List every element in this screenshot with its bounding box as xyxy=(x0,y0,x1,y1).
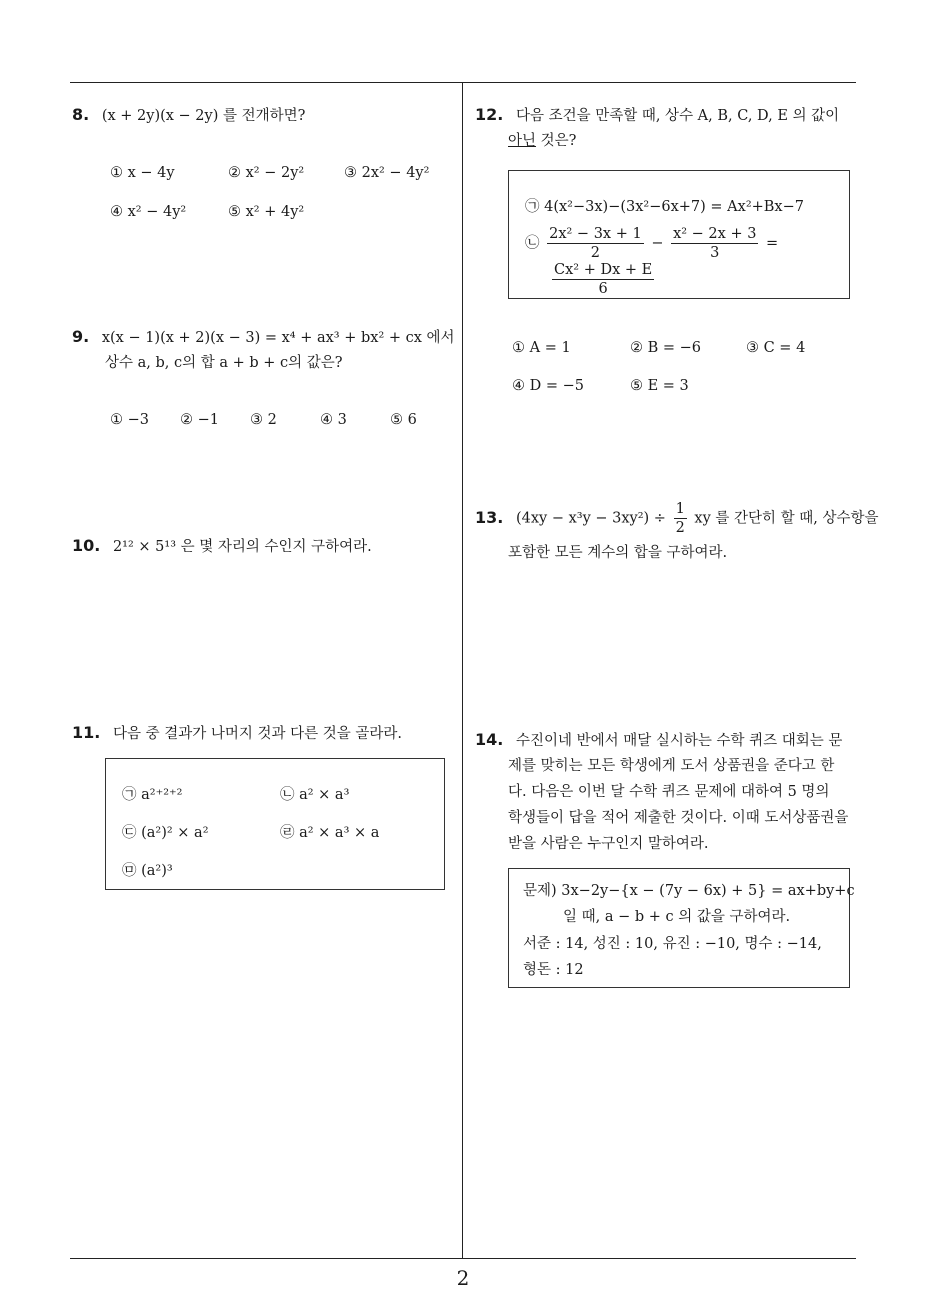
question-14 xyxy=(475,727,842,754)
minus-sign: − xyxy=(651,235,664,252)
choice-5[interactable]: ⑤ x² + 4y² xyxy=(228,204,305,220)
column-divider xyxy=(462,82,463,1258)
question-14-line-5 xyxy=(508,831,709,857)
top-rule xyxy=(70,82,856,83)
fraction-1-denominator: 2 xyxy=(590,245,601,261)
question-stem-line-2: 것은? xyxy=(536,133,577,149)
item-e: ㉤ (a²)³ xyxy=(122,863,173,879)
choice-1[interactable]: ① x − 4y xyxy=(110,165,175,181)
question-12-condition-box xyxy=(508,170,850,299)
fraction-denominator: 2 xyxy=(675,520,685,536)
question-14-line-2 xyxy=(508,753,834,779)
question-stem-line-1: 다음 조건을 만족할 때, 상수 A, B, C, D, E 의 값이 xyxy=(515,108,840,124)
condition-2 xyxy=(525,225,778,262)
question-11-box xyxy=(105,758,445,890)
question-number: 10. xyxy=(72,536,101,555)
item-c: ㉢ (a²)² × a² xyxy=(122,825,209,841)
question-14-line-3 xyxy=(508,779,829,805)
fraction-2-denominator: 3 xyxy=(710,245,720,261)
fraction-2 xyxy=(671,225,758,262)
question-number: 14. xyxy=(475,730,504,749)
fraction-3-numerator: Cx² + Dx + E xyxy=(554,262,653,278)
choice-4[interactable]: ④ D = −5 xyxy=(512,378,584,394)
choice-3[interactable]: ③ 2x² − 4y² xyxy=(344,165,430,181)
item-d: ㉣ a² × a³ × a xyxy=(280,825,380,841)
choice-1[interactable]: ① −3 xyxy=(110,412,149,428)
condition-2-label: ㉡ xyxy=(525,235,540,252)
question-number: 8. xyxy=(72,105,90,124)
choice-2[interactable]: ② B = −6 xyxy=(630,340,702,356)
question-stem-line-2: 상수 a, b, c의 합 a + b + c의 값은? xyxy=(105,355,343,371)
question-stem-line-1: 수진이네 반에서 매달 실시하는 수학 퀴즈 대회는 문 xyxy=(515,733,843,749)
question-number: 12. xyxy=(475,105,504,124)
choice-4[interactable]: ④ x² − 4y² xyxy=(110,204,187,220)
item-b: ㉡ a² × a³ xyxy=(280,787,350,803)
question-number: 13. xyxy=(475,507,504,527)
choice-2[interactable]: ② −1 xyxy=(180,412,219,428)
question-stem: (x + 2y)(x − 2y) 를 전개하면? xyxy=(101,108,306,124)
item-a: ㉠ a²⁺²⁺² xyxy=(122,787,183,803)
question-number: 11. xyxy=(72,723,101,742)
question-stem-line-5: 받을 사람은 누구인지 말하여라. xyxy=(508,836,709,852)
fraction-2-numerator: x² − 2x + 3 xyxy=(673,226,757,242)
problem-line-1: 문제) 3x−2y−{x − (7y − 6x) + 5} = ax+by+c xyxy=(523,883,855,899)
choice-2[interactable]: ② x² − 2y² xyxy=(228,165,305,181)
emphasis-negation: 아닌 xyxy=(508,133,537,149)
choice-5[interactable]: ⑤ E = 3 xyxy=(630,378,689,394)
question-14-line-4 xyxy=(508,805,848,831)
fraction-half xyxy=(674,500,687,537)
page-number: 2 xyxy=(456,1266,470,1290)
condition-2-rhs xyxy=(549,261,657,298)
choice-4[interactable]: ④ 3 xyxy=(320,412,347,428)
fraction-3 xyxy=(552,261,654,298)
question-stem: 2¹² × 5¹³ 은 몇 자리의 수인지 구하여라. xyxy=(112,539,372,555)
question-8 xyxy=(72,102,305,129)
question-stem-line-2: 제를 맞히는 모든 학생에게 도서 상품권을 준다고 한 xyxy=(508,758,835,774)
problem-line-2: 일 때, a − b + c 의 값을 구하여라. xyxy=(563,909,791,925)
answers-line-1: 서준 : 14, 성진 : 10, 유진 : −10, 명수 : −14, xyxy=(523,936,822,952)
question-13-line-2 xyxy=(508,540,727,566)
condition-1: ㉠ 4(x²−3x)−(3x²−6x+7) = Ax²+Bx−7 xyxy=(525,199,804,215)
question-10 xyxy=(72,533,372,560)
fraction-1-numerator: 2x² − 3x + 1 xyxy=(549,226,642,242)
question-9 xyxy=(72,324,455,351)
question-13 xyxy=(475,500,879,537)
question-12-line-2 xyxy=(508,128,576,154)
fraction-3-denominator: 6 xyxy=(598,281,608,297)
answers-line-2: 형돈 : 12 xyxy=(523,962,584,978)
choice-3[interactable]: ③ 2 xyxy=(250,412,277,428)
question-11 xyxy=(72,720,402,747)
question-9-line-2 xyxy=(105,350,343,376)
question-stem-line-2: 포함한 모든 계수의 합을 구하여라. xyxy=(508,545,728,561)
question-12 xyxy=(475,102,839,129)
question-number: 9. xyxy=(72,327,90,346)
question-stem-line-4: 학생들이 답을 적어 제출한 것이다. 이때 도서상품권을 xyxy=(508,810,849,826)
choice-1[interactable]: ① A = 1 xyxy=(512,340,571,356)
question-14-problem-box xyxy=(508,868,855,988)
question-stem: 다음 중 결과가 나머지 것과 다른 것을 골라라. xyxy=(112,726,402,742)
choice-3[interactable]: ③ C = 4 xyxy=(746,340,806,356)
question-stem-line-3: 다. 다음은 이번 달 수학 퀴즈 문제에 대하여 5 명의 xyxy=(508,784,830,800)
fraction-numerator: 1 xyxy=(675,501,685,517)
equals-sign: = xyxy=(766,235,779,252)
question-stem-post: xy 를 간단히 할 때, 상수항을 xyxy=(694,510,879,527)
choice-5[interactable]: ⑤ 6 xyxy=(390,412,417,428)
question-stem-line-1: x(x − 1)(x + 2)(x − 3) = x⁴ + ax³ + bx² + cx 에서 xyxy=(101,330,455,346)
bottom-rule xyxy=(70,1258,856,1259)
question-stem-pre: (4xy − x³y − 3xy²) ÷ xyxy=(515,510,666,527)
fraction-1 xyxy=(547,225,644,262)
